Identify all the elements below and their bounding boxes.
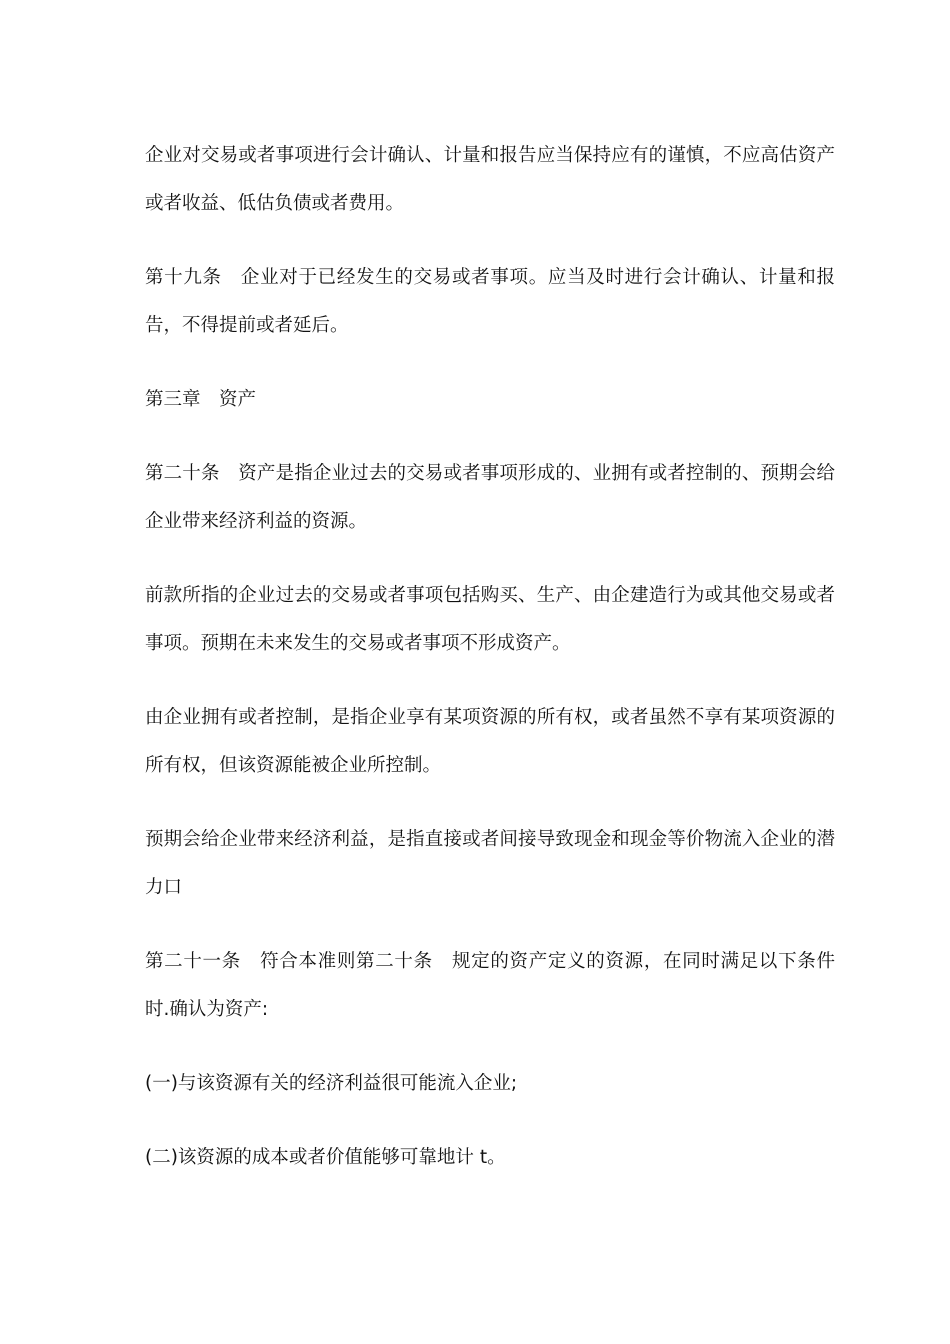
paragraph-article-21: 第二十一条 符合本准则第二十条 规定的资产定义的资源，在同时满足以下条件时.确认为资产:	[145, 951, 835, 1020]
document-body	[145, 132, 835, 1208]
paragraph-article-20: 第二十条 资产是指企业过去的交易或者事项形成的、业拥有或者控制的、预期会给企业带来经济利益的资源。	[145, 463, 835, 532]
paragraph-prudence: 企业对交易或者事项进行会计确认、计量和报告应当保持应有的谨慎，不应高估资产或者收益、低估负债或者费用。	[145, 145, 835, 214]
list-item-condition-1: (一)与该资源有关的经济利益很可能流入企业;	[145, 1073, 518, 1094]
paragraph-article-19: 第十九条 企业对于已经发生的交易或者事项。应当及时进行会计确认、计量和报告，不得提前或者延后。	[145, 267, 835, 336]
paragraph-economic-benefit: 预期会给企业带来经济利益，是指直接或者间接导致现金和现金等价物流入企业的潜力口	[145, 829, 835, 898]
paragraph-past-transactions: 前款所指的企业过去的交易或者事项包括购买、生产、由企建造行为或其他交易或者事项。预期在未来发生的交易或者事项不形成资产。	[145, 585, 835, 654]
paragraph-ownership-control: 由企业拥有或者控制，是指企业享有某项资源的所有权，或者虽然不享有某项资源的所有权，但该资源能被企业所控制。	[145, 707, 835, 776]
chapter-heading-assets: 第三章 资产	[145, 389, 257, 410]
list-item-condition-2: (二)该资源的成本或者价值能够可靠地计 t。	[145, 1147, 506, 1168]
